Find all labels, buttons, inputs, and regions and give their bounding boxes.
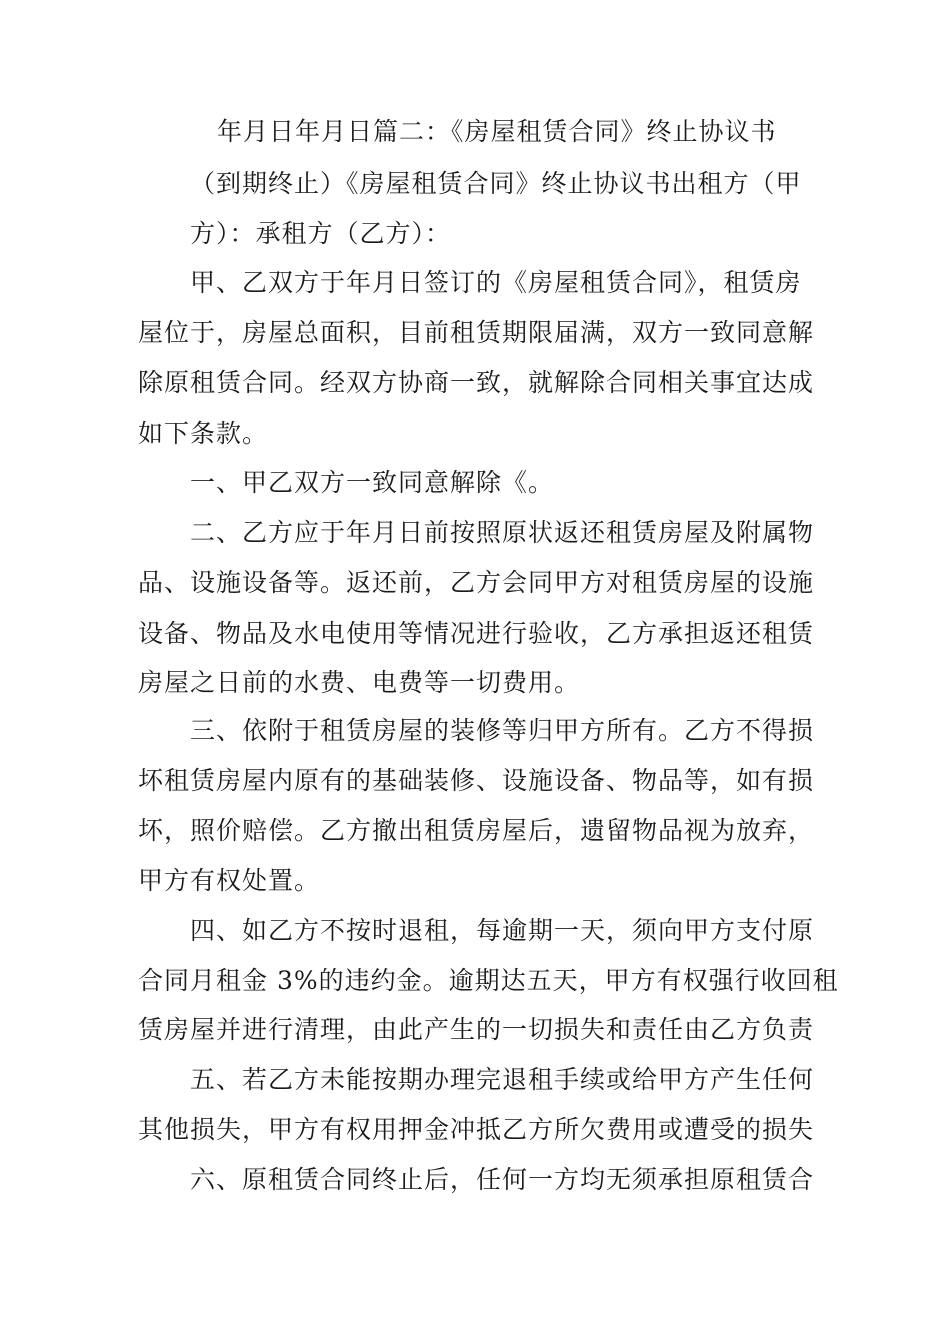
- preamble-line: 如下条款。: [138, 419, 269, 448]
- clause-3-line: 三、依附于租赁房屋的装修等归甲方所有。乙方不得损: [190, 716, 815, 745]
- clause-4-line: 赁房屋并进行清理，由此产生的一切损失和责任由乙方负责: [138, 1015, 815, 1044]
- clause-4-line: 四、如乙方不按时退租，每逾期一天，须向甲方支付原: [190, 916, 815, 945]
- clause-2-line: 设备、物品及水电使用等情况进行验收，乙方承担返还租赁: [138, 619, 815, 648]
- clause-3-line: 坏，照价赔偿。乙方撤出租赁房屋后，遗留物品视为放弃，: [138, 816, 815, 845]
- clause-6-line: 六、原租赁合同终止后，任何一方均无须承担原租赁合: [190, 1165, 815, 1194]
- clause-5-line: 其他损失，甲方有权用押金冲抵乙方所欠费用或遭受的损失: [138, 1115, 815, 1144]
- clause-5-line: 五、若乙方未能按期办理完退租手续或给甲方产生任何: [190, 1065, 815, 1094]
- clause-2-line: 房屋之日前的水费、电费等一切费用。: [138, 668, 581, 697]
- subtitle-line: （到期终止）《房屋租赁合同》终止协议书出租方（甲: [190, 169, 802, 198]
- clause-2-line: 品、设施设备等。返还前，乙方会同甲方对租赁房屋的设施: [138, 568, 815, 597]
- document-title: 年月日年月日篇二：《房屋租赁合同》终止协议书: [217, 117, 777, 146]
- preamble-line: 屋位于，房屋总面积，目前租赁期限届满，双方一致同意解: [138, 318, 815, 347]
- clause-1-line: 一、甲乙双方一致同意解除《。: [190, 468, 555, 497]
- preamble-line: 甲、乙双方于年月日签订的《房屋租赁合同》，租赁房: [190, 268, 802, 297]
- preamble-line: 除原租赁合同。经双方协商一致，就解除合同相关事宜达成: [138, 368, 815, 397]
- parties-line: 方）：承租方（乙方）：: [190, 219, 452, 248]
- clause-4-line: 合同月租金 3%的违约金。逾期达五天，甲方有权强行收回租: [138, 966, 839, 995]
- clause-3-line: 坏租赁房屋内原有的基础装修、设施设备、物品等，如有损: [138, 766, 815, 795]
- clause-2-line: 二、乙方应于年月日前按照原状返还租赁房屋及附属物: [190, 518, 815, 547]
- clause-3-line: 甲方有权处置。: [138, 866, 321, 895]
